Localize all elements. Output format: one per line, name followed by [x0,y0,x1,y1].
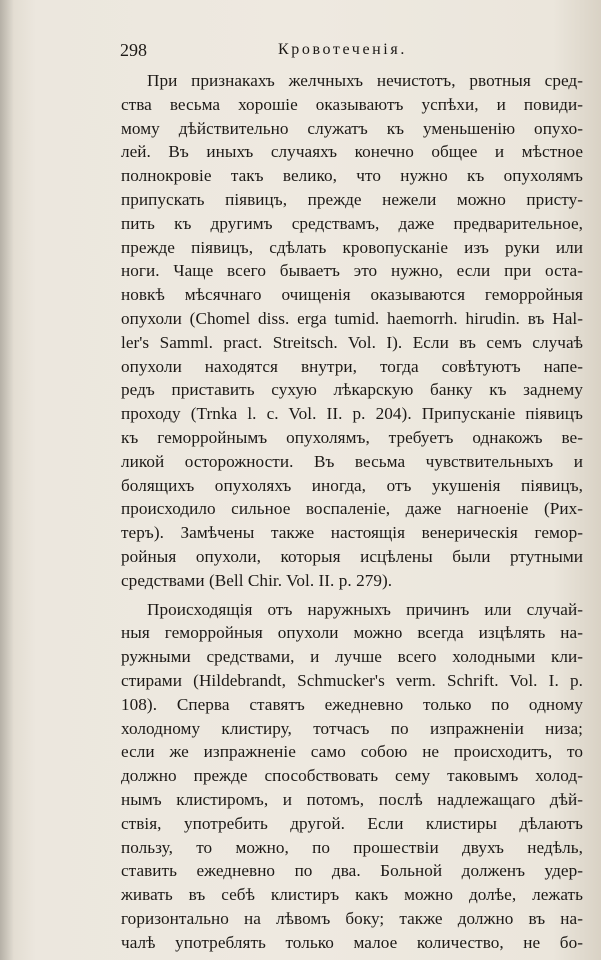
text-line: горизонтально на лѣвомъ боку; также должно въ на- [121,908,583,928]
text-line: мому дѣйствительно служатъ къ уменьшенію опухо- [121,118,583,138]
page-number: 298 [120,40,147,60]
text-line: чалѣ употреблять только малое количество, не бо- [121,932,583,952]
text-line: нымъ клистиромъ, и потомъ, послѣ надлежащаго дѣй- [121,789,583,809]
text-line: ler's Samml. pract. Streitsch. Vol. I). Если въ семъ случаѣ [121,332,583,352]
paragraph [121,598,583,955]
text-line: ныя геморройныя опухоли можно всегда изцѣлять на- [121,623,583,643]
page-body [121,69,583,954]
text-line: ликой осторожности. Въ весьма чувствительныхъ и [121,451,583,471]
text-line: ствія, употребить другой. Если клистиры дѣлаютъ [121,813,583,833]
text-line: ставить ежедневно по два. Больной долженъ удер- [121,861,583,881]
text-line: теръ). Замѣчены также настоящія венерическія гемор- [121,523,583,543]
text-line: стирами (Hildebrandt, Schmucker's verm. Schrift. Vol. I. p. [121,670,583,690]
text-line: если же изпражненіе само собою не происходитъ, то [121,742,583,762]
text-line: припускать піявицъ, прежде нежели можно присту- [121,189,583,209]
text-line: болящихъ опухоляхъ иногда, отъ укушенія піявицъ, [121,475,583,495]
text-line: пользу, то можно, по прошествіи двухъ недѣль, [121,837,583,857]
text-line: пить къ другимъ средствамъ, даже предварительное, [121,213,583,233]
text-line: редъ приставить сухую лѣкарскую банку къ заднему [121,380,583,400]
text-line: ружными средствами, и лучше всего холодными кли- [121,647,583,667]
text-line: новкѣ мѣсячнаго очищенія оказываются геморройныя [121,285,583,305]
text-line: прежде піявицъ, сдѣлать кровопусканіе изъ руки или [121,237,583,257]
text-line: къ геморройнымъ опухолямъ, требуетъ однакожъ ве- [121,427,583,447]
text-line: лей. Въ иныхъ случаяхъ конечно общее и мѣстное [121,142,583,162]
running-head: Кровотеченія. [278,41,407,58]
text-line: При признакахъ желчныхъ нечистотъ, рвотныя сред- [147,71,583,90]
text-line: средствами (Bell Chir. Vol. II. p. 279). [121,570,393,590]
text-line: полнокровіе такъ велико, что нужно къ опухолямъ [121,166,583,186]
page-header [120,40,571,66]
spine-shadow [0,0,14,960]
text-line: 108). Сперва ставятъ ежедневно только по одному [121,694,583,714]
text-line: должно прежде способствовать сему таковымъ холод- [121,766,583,786]
text-line: опухоли находятся внутри, тогда совѣтуютъ напе- [121,356,583,376]
text-line: Происходящія отъ наружныхъ причинъ или случай- [147,599,583,619]
text-line: холодному клистиру, тотчасъ по изпражненіи низа; [121,718,583,738]
text-line: живать въ себѣ клистиръ какъ можно долѣе, лежать [121,885,583,905]
text-line: ройныя опухоли, которыя исцѣлены были ртутными [121,546,583,566]
text-line: ства весьма хорошіе оказываютъ успѣхи, и повиди- [121,94,583,114]
text-line: опухоли (Chomel diss. erga tumid. haemorrh. hirudin. въ Hal- [121,308,583,328]
paragraph [121,69,583,593]
text-line: проходу (Trnka l. c. Vol. II. p. 204). Припусканіе піявицъ [121,404,583,424]
text-line: происходило сильное воспаленіе, даже нагноеніе (Рих- [121,499,583,519]
text-line: ноги. Чаще всего бываетъ это нужно, если при оста- [121,261,583,281]
